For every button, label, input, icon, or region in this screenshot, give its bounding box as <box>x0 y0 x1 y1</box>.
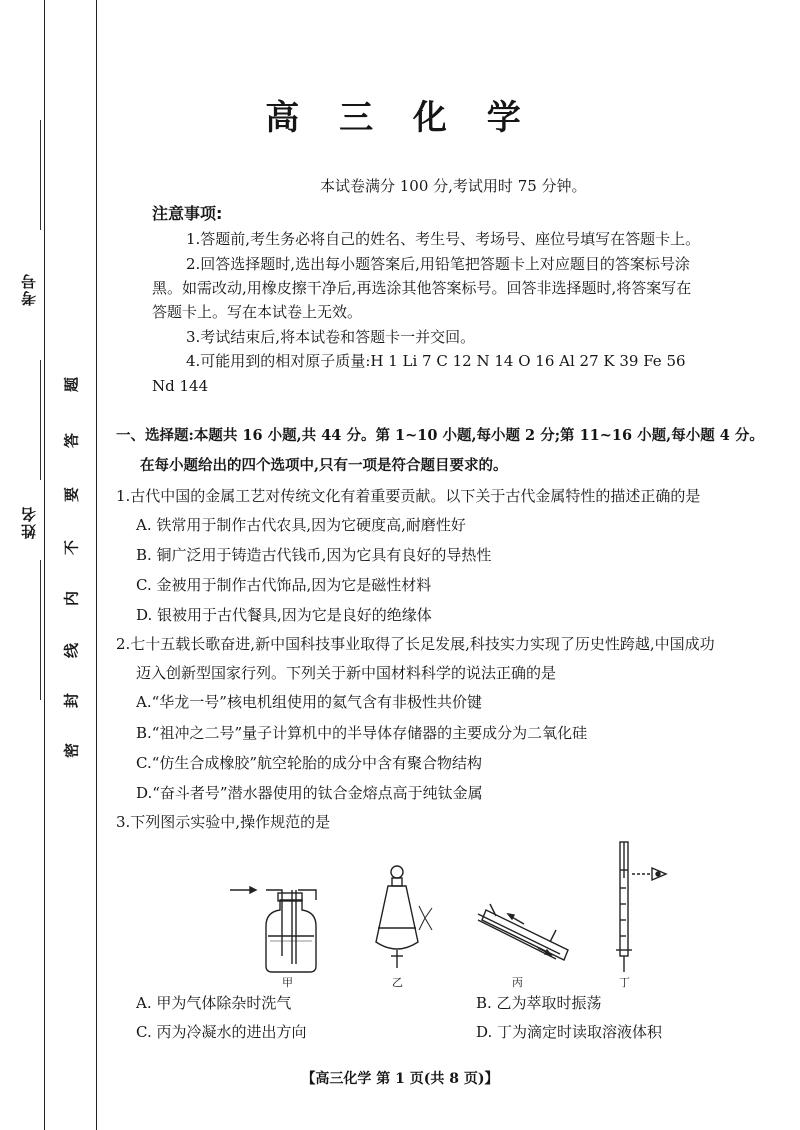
gas-washing-bottle-icon <box>230 887 316 972</box>
question-2-stem-line-1: 2.七十五载长歌奋进,新中国科技事业取得了长足发展,科技实力实现了历史性跨越,中国成功 <box>116 635 715 653</box>
notice-item-4-line-2: Nd 144 <box>152 377 209 395</box>
section-heading-line-1: 一、选择题:本题共 16 小题,共 44 分。第 1~10 小题,每小题 2 分;第 11~16 小题,每小题 4 分。 <box>116 427 764 444</box>
exam-no-label: 考号 <box>20 272 38 306</box>
seal-char: 答 <box>62 433 81 449</box>
name-label: 姓名 <box>20 505 38 539</box>
notice-item-2-line-3: 答题卡上。写在本试卷上无效。 <box>152 303 363 321</box>
question-1-stem: 1.古代中国的金属工艺对传统文化有着重要贡献。以下关于古代金属特性的描述正确的是 <box>116 487 701 505</box>
page-footer: 【高三化学 第 1 页(共 8 页)】 <box>301 1071 499 1087</box>
apparatus-drawings <box>220 838 690 988</box>
section-heading-line-2: 在每小题给出的四个选项中,只有一项是符合题目要求的。 <box>140 457 508 474</box>
lab-apparatus-figure <box>220 838 690 988</box>
exam-intro: 本试卷满分 100 分,考试用时 75 分钟。 <box>320 177 587 195</box>
question-2-option-d: D.“奋斗者号”潜水器使用的钛合金熔点高于纯钛金属 <box>136 784 483 802</box>
question-3-option-a: A. 甲为气体除杂时洗气 <box>136 994 292 1012</box>
binding-margin <box>0 0 98 1130</box>
question-1-option-a: A. 铁常用于制作古代农具,因为它硬度高,耐磨性好 <box>136 516 466 534</box>
figure-label-yi: 乙 <box>392 976 403 989</box>
notice-item-2-line-1: 2.回答选择题时,选出每小题答案后,用铅笔把答题卡上对应题目的答案标号涂 <box>186 255 690 273</box>
figure-label-bing: 丙 <box>512 976 523 989</box>
figure-label-ding: 丁 <box>619 976 630 989</box>
separatory-funnel-icon <box>376 866 432 968</box>
question-2-option-b: B.“祖冲之二号”量子计算机中的半导体存储器的主要成分为二氧化硅 <box>136 724 588 742</box>
page-title: 高 三 化 学 <box>265 98 535 138</box>
extra-blank <box>40 560 41 700</box>
question-1-option-d: D. 银被用于古代餐具,因为它是良好的绝缘体 <box>136 606 432 624</box>
question-3-option-b: B. 乙为萃取时振荡 <box>476 994 602 1012</box>
question-3-stem: 3.下列图示实验中,操作规范的是 <box>116 813 331 831</box>
question-1-option-b: B. 铜广泛用于铸造古代钱币,因为它具有良好的导热性 <box>136 546 492 564</box>
seal-char: 要 <box>62 487 81 503</box>
seal-char: 密 <box>62 743 81 759</box>
figure-label-jia: 甲 <box>282 976 293 989</box>
name-blank <box>40 360 41 480</box>
seal-char: 内 <box>62 591 81 607</box>
notice-item-1: 1.答题前,考生务必将自己的姓名、考生号、考场号、座位号填写在答题卡上。 <box>186 230 701 248</box>
question-2-option-c: C.“仿生合成橡胶”航空轮胎的成分中含有聚合物结构 <box>136 754 483 772</box>
condenser-icon <box>478 904 568 960</box>
notice-item-2-line-2: 黑。如需改动,用橡皮擦干净后,再选涂其他答案标号。回答非选择题时,将答案写在 <box>152 279 692 297</box>
notice-item-4-line-1: 4.可能用到的相对原子质量:H 1 Li 7 C 12 N 14 O 16 Al 27 K 39 Fe 56 <box>186 352 686 370</box>
notice-item-3: 3.考试结束后,将本试卷和答题卡一并交回。 <box>186 328 476 346</box>
seal-char: 线 <box>62 643 81 659</box>
seal-char: 封 <box>62 693 81 709</box>
question-3-option-d: D. 丁为滴定时读取溶液体积 <box>476 1023 663 1041</box>
seal-char: 题 <box>62 377 81 393</box>
binding-line-inner <box>96 0 97 1130</box>
notice-heading: 注意事项: <box>152 204 223 223</box>
burette-icon <box>616 842 666 972</box>
question-2-stem-line-2: 迈入创新型国家行列。下列关于新中国材料科学的说法正确的是 <box>136 664 557 682</box>
question-1-option-c: C. 金被用于制作古代饰品,因为它是磁性材料 <box>136 576 432 594</box>
question-3-option-c: C. 丙为冷凝水的进出方向 <box>136 1023 307 1041</box>
question-2-option-a: A.“华龙一号”核电机组使用的氦气含有非极性共价键 <box>136 693 482 711</box>
seal-char: 不 <box>62 540 81 556</box>
binding-line-outer <box>44 0 45 1130</box>
